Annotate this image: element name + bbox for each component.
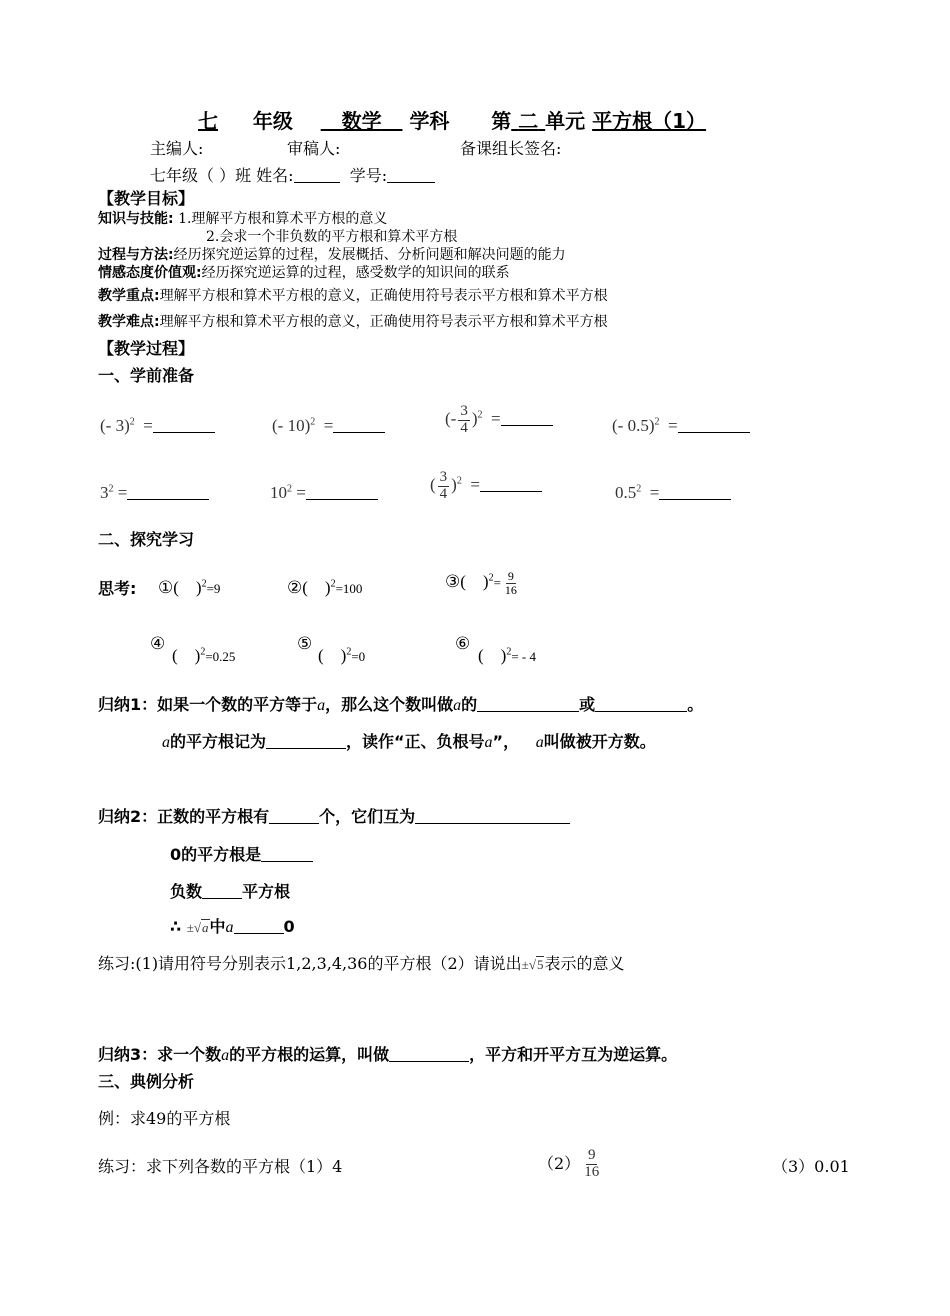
emotion-line: 情感态度价值观:经历探究逆运算的过程，感受数学的知识间的联系: [98, 265, 510, 281]
summary-2-blank-4[interactable]: [202, 882, 242, 899]
editor-label: 主编人:: [150, 139, 204, 158]
prep-blank-4[interactable]: [678, 415, 750, 433]
leader-label: 备课组长签名:: [460, 139, 562, 158]
objectives-heading: 【教学目标】: [98, 189, 195, 208]
subject-label: 学科: [409, 109, 450, 133]
prep-blank-2[interactable]: [333, 415, 385, 433]
prep-expr-4: (- 0.5)$^2$ =: [612, 415, 750, 436]
unit-prefix: 第: [491, 109, 512, 133]
think-item-1: ①( )$^2$=9: [158, 578, 221, 597]
example-line: 例：求49的平方根: [98, 1109, 231, 1128]
summary-2-blank-1[interactable]: [269, 807, 319, 824]
prep-expr-6: $10^2$ =: [270, 482, 378, 503]
student-no-blank[interactable]: [387, 166, 435, 183]
class-line: [150, 166, 435, 185]
summary-1-blank-3[interactable]: [266, 732, 346, 749]
section-1-heading: 一、学前准备: [98, 366, 195, 385]
prep-blank-7[interactable]: [480, 474, 542, 492]
prep-blank-1[interactable]: [153, 415, 215, 433]
summary-3-line: 归纳3：求一个数a的平方根的运算，叫做 ，平方和开平方互为逆运算。: [98, 1045, 678, 1064]
lesson-title: 平方根（1）: [592, 109, 707, 133]
summary-1-line-2: a的平方根记为 ，读作“正、负根号a”， a叫做被开方数。: [162, 732, 656, 751]
summary-1-blank-2[interactable]: [595, 695, 687, 712]
section-2-heading: 二、探究学习: [98, 530, 195, 549]
unit-number: 二: [518, 109, 539, 133]
think-item-5-expr: ( )$^2$=0: [318, 646, 366, 665]
editor-line: [150, 140, 203, 158]
summary-1-blank-1[interactable]: [477, 695, 579, 712]
unit-label: 单元: [545, 109, 586, 133]
student-no-label: 学号:: [349, 166, 388, 185]
summary-2-line-2: 0的平方根是: [170, 845, 313, 864]
think-label: 思考:: [98, 579, 137, 598]
prep-expr-5: $3^2$ =: [100, 482, 209, 503]
key-point-line: 教学重点:理解平方根和算术平方根的意义，正确使用符号表示平方根和算术平方根: [98, 288, 608, 304]
section-3-heading: 三、典例分析: [98, 1072, 195, 1091]
reviewer-label: 审稿人:: [287, 139, 341, 158]
prep-blank-6[interactable]: [306, 482, 378, 500]
summary-2-line-4: ∴ ±√a中a 0: [170, 917, 295, 936]
practice-2-item-2: （2） $\frac{9}{16}$: [538, 1147, 600, 1180]
think-item-6-expr: ( )$^2$= - 4: [478, 646, 536, 665]
knowledge-line-2: 2.会求一个非负数的平方根和算术平方根: [206, 229, 458, 245]
process-line: 过程与方法:经历探究逆运算的过程，发展概括、分析问题和解决问题的能力: [98, 247, 566, 263]
summary-2-line-3: 负数 平方根: [170, 882, 291, 901]
think-item-4-expr: ( )$^2$=0.25: [172, 646, 236, 665]
prep-expr-1: (- 3)$^2$ =: [100, 415, 215, 436]
practice-1-line: 练习:(1)请用符号分别表示1,2,3,4,36的平方根（2）请说出±√5表示的意义: [98, 954, 625, 973]
process-heading: 【教学过程】: [98, 339, 195, 358]
prep-expr-2: (- 10)$^2$ =: [272, 415, 385, 436]
summary-1-line-1: 归纳1：如果一个数的平方等于a，那么这个数叫做a的 或 。: [98, 695, 704, 714]
think-item-5: ⑤: [297, 634, 313, 653]
grade-label: 年级: [252, 109, 293, 133]
summary-2-line-1: 归纳2：正数的平方根有 个，它们互为: [98, 807, 570, 826]
prep-expr-7: ( $\frac{3}{4}$ )$^2$ =: [430, 470, 542, 503]
page-title: [198, 110, 706, 133]
name-blank[interactable]: [294, 166, 340, 183]
summary-2-blank-3[interactable]: [261, 845, 313, 862]
prep-blank-8[interactable]: [659, 482, 731, 500]
think-item-3: ③( )$^2$= $\frac{9}{16}$: [445, 569, 517, 597]
practice-2-line: 练习：求下列各数的平方根（1）4: [98, 1157, 343, 1176]
prep-blank-3[interactable]: [501, 408, 553, 426]
class-name-label: 七年级（ ）班 姓名:: [150, 166, 294, 185]
summary-2-blank-2[interactable]: [415, 807, 570, 824]
difficult-point-line: 教学难点:理解平方根和算术平方根的意义，正确使用符号表示平方根和算术平方根: [98, 314, 608, 330]
summary-3-blank[interactable]: [389, 1045, 469, 1062]
prep-blank-5[interactable]: [127, 482, 209, 500]
think-item-6: ⑥: [455, 634, 471, 653]
think-item-4: ④: [150, 634, 166, 653]
prep-expr-8: $0.5^2$ =: [615, 482, 731, 503]
grade: 七: [198, 109, 218, 133]
subject: 数学: [341, 109, 382, 133]
knowledge-line: 知识与技能: 1.理解平方根和算术平方根的意义: [98, 211, 388, 227]
think-item-2: ②( )$^2$=100: [287, 578, 363, 597]
summary-2-blank-5[interactable]: [234, 917, 284, 934]
practice-2-item-3: （3）0.01: [772, 1157, 850, 1176]
prep-expr-3: (- $\frac{3}{4}$ )$^2$ =: [445, 404, 553, 437]
